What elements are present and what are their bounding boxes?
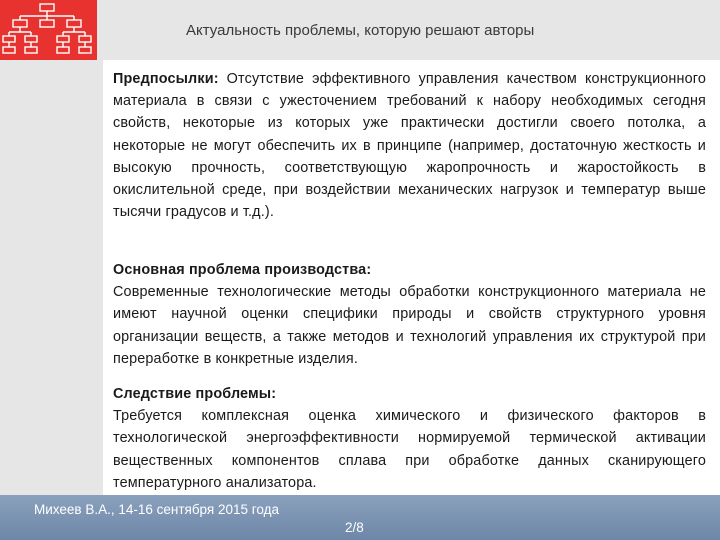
prerequisites-paragraph <box>113 68 706 223</box>
org-chart-logo-icon <box>0 0 97 60</box>
hierarchy-icon <box>0 0 97 60</box>
left-margin-strip <box>0 60 103 495</box>
prerequisites-text: Отсутствие эффективного управления качеством конструкционного материала в связи с ужесточением требований к набору необходимых сегодня свойств, некоторые из которых уже практически достигли своего потолка, а некоторые не могут обеспечить их в принципе (например, достаточную жесткость и высокую прочность, соответствующую жаропрочность и жаростойкость в окислительной среде, при воздействии механических нагрузок и температур выше тысячи градусов и т.д.). <box>113 71 706 221</box>
main-problem-paragraph <box>113 259 706 370</box>
main-problem-text: Современные технологические методы обработки конструкционного материала не имеют научной оценки специфики природы и свойств структурного уровня организации веществ, а также методов и технологий управления их структурой при переработке в конкретные изделия. <box>113 284 706 367</box>
footer-author: Михеев В.А., 14-16 сентября 2015 года <box>34 502 279 517</box>
consequence-paragraph <box>113 383 706 494</box>
slide-title: Актуальность проблемы, которую решают авторы <box>186 22 535 39</box>
main-problem-heading: Основная проблема производства: <box>113 262 372 278</box>
consequence-text: Требуется комплексная оценка химического и физического факторов в технологической энергоэффективности нормируемой термической активации вещественных компонентов сплава при обработке данных сканирующего температурного анализатора. <box>113 408 706 491</box>
page-number: 2/8 <box>345 520 364 535</box>
consequence-heading: Следствие проблемы: <box>113 386 277 402</box>
prerequisites-heading: Предпосылки: <box>113 71 219 87</box>
